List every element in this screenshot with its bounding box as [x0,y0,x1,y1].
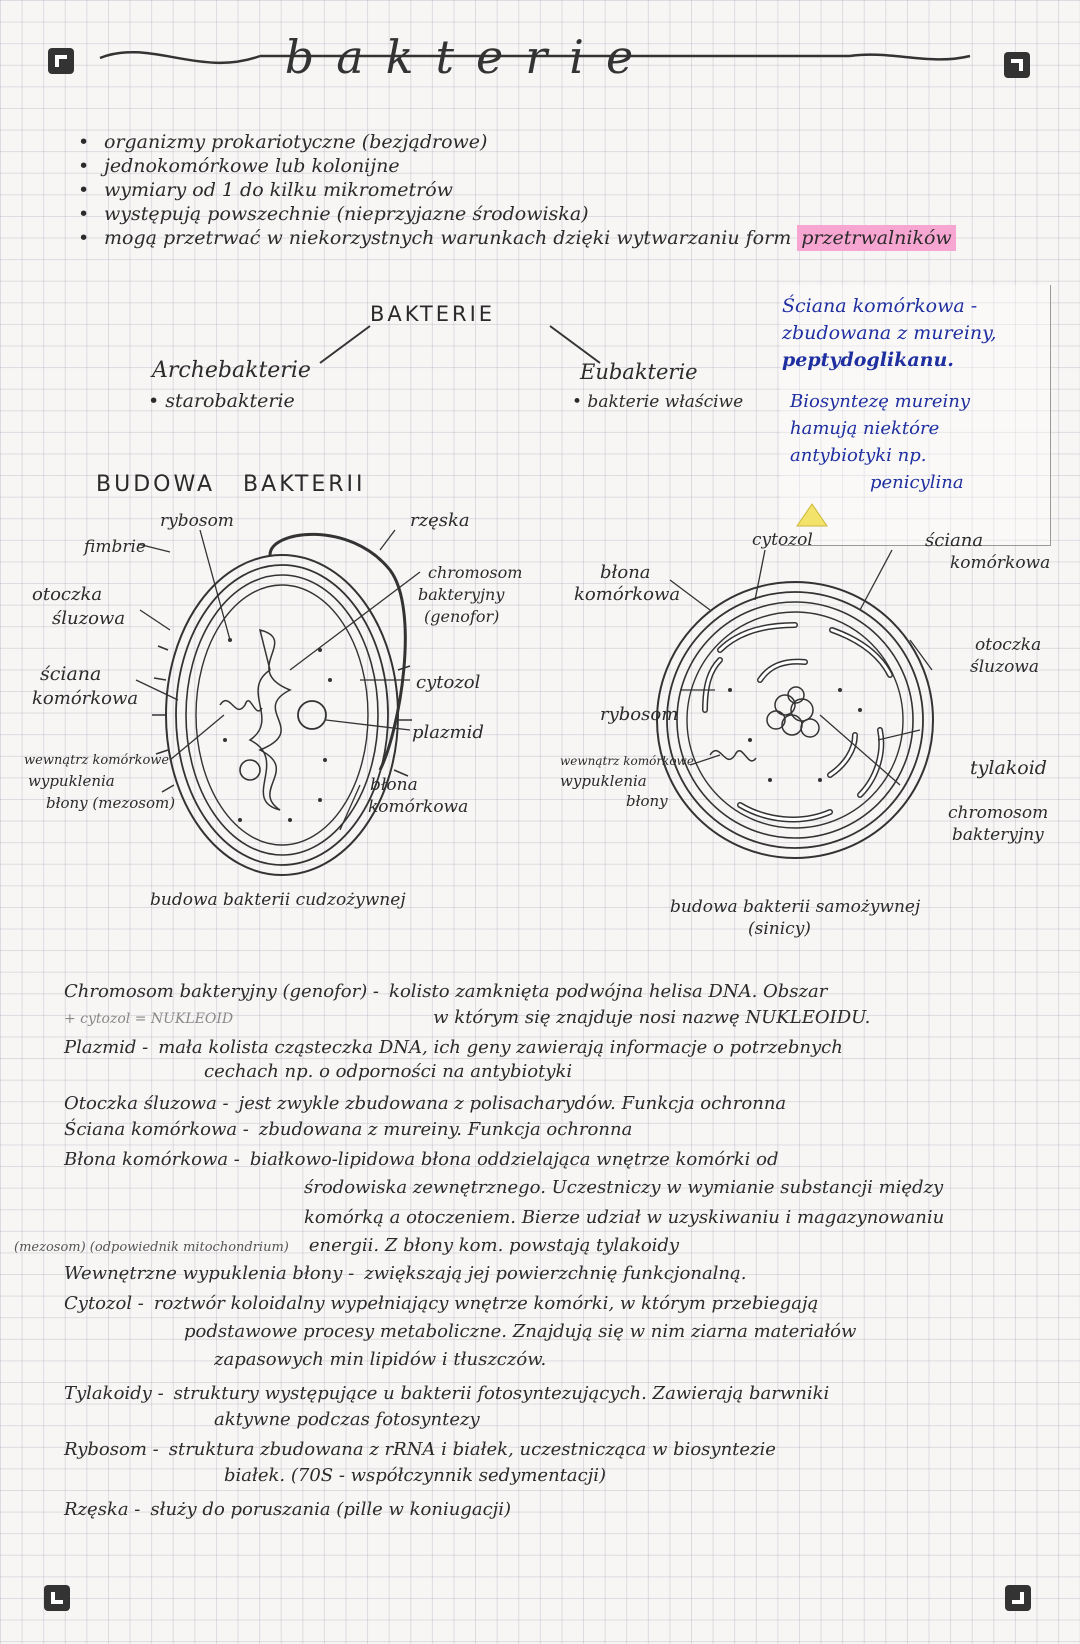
note-line: Ściana komórkowa - [782,295,978,317]
corner-mark-top-right [1004,52,1030,78]
definition-term: + cytozol = NUKLEOID [64,1011,234,1027]
note-line: antybiotyki np. [790,445,927,466]
note-line: zbudowana z mureiny, [782,322,997,344]
label-fimbrie: fimbrie [84,537,146,557]
intro-bullet: • organizmy prokariotyczne (bezjądrowe) [70,130,1060,154]
corner-mark-bottom-right [1005,1585,1031,1611]
definition-text: kolisto zamknięta podwójna helisa DNA. Obszar [389,981,828,1002]
definition-row [64,1118,1054,1142]
label-tylakoid: tylakoid [970,757,1047,779]
definition-row [64,1148,1054,1172]
definition-row [14,1234,1054,1260]
label-sciana-right: ściana [925,530,984,551]
label-rzeska: rzęska [410,510,470,531]
diagram-heterotroph [20,510,580,920]
definition-term: Tylakoidy - [64,1383,164,1404]
intro-bullet [70,226,1060,250]
definition-text: zapasowych min lipidów i tłuszczów. [214,1349,547,1370]
definition-text: roztwór koloidalny wypełniający wnętrze komórki, w którym przebiegają [153,1293,819,1314]
page-title: bakterie [284,30,656,84]
label-chromosom-right: chromosom [948,803,1049,823]
label-chromosom-3: (genofor) [424,607,500,626]
corner-mark-top-left [48,48,74,74]
label-rybosom-right: rybosom [600,704,679,725]
definition-term: Błona komórkowa - [64,1149,240,1170]
caption-autotroph-2: (sinicy) [748,919,811,939]
definition-text: białkowo-lipidowa błona oddzielająca wnętrze komórki od [249,1149,779,1170]
label-blona-right: błona [600,562,651,583]
definition-row [64,1262,1054,1286]
label-cytozol: cytozol [416,672,481,693]
definition-row [64,1464,1054,1488]
eubakterie-label: Eubakterie [580,360,698,384]
highlight-marker: przetrwalników [797,225,955,251]
label-mezosom-3: błony (mezosom) [46,794,176,812]
definition-term: Ściana komórkowa - [64,1119,249,1140]
definition-text: mała kolista cząsteczka DNA, ich geny zawierają informacje o potrzebnych [158,1037,843,1058]
diagram-autotroph [560,530,1070,940]
classification-root: BAKTERIE [370,302,496,326]
definition-text: struktury występujące u bakterii fotosyntezujących. Zawierają barwniki [173,1383,830,1404]
label-mezosom-2: wypuklenia [28,772,115,790]
definition-text: jest zwykle zbudowana z polisacharydów. Funkcja ochronna [238,1093,787,1114]
warning-icon [795,502,829,528]
definition-term: Chromosom bakteryjny (genofor) - [64,981,380,1002]
definition-term: Otoczka śluzowa - [64,1093,229,1114]
label-blona-right-2: komórkowa [574,584,681,605]
definition-row [64,980,1054,1004]
label-otoczka-2: śluzowa [52,608,126,629]
note-line: penicylina [870,472,964,493]
intro-bullet: • jednokomórkowe lub kolonijne [70,154,1060,178]
label-plazmid: plazmid [412,722,484,743]
label-otoczka: otoczka [32,584,103,605]
archebakterie-sub: • starobakterie [148,390,295,412]
label-sciana-2: komórkowa [32,688,139,709]
label-blona: błona [370,775,418,795]
intro-bullet-text: mogą przetrwać w niekorzystnych warunkach dzięki wytwarzaniu form [104,227,798,249]
definition-text: w którym się znajduje nosi nazwę NUKLEOIDU. [433,1007,871,1028]
label-mezosom-right-3: błony [626,792,668,810]
definition-text: energii. Z błony kom. powstają tylakoidy [308,1235,680,1256]
definition-text: struktura zbudowana z rRNA i białek, uczestnicząca w biosyntezie [168,1439,776,1460]
note-line: hamują niektóre [790,418,940,439]
definition-row [64,1092,1054,1116]
definition-text: białek. (70S - współczynnik sedymentacji) [224,1465,607,1486]
caption-autotroph: budowa bakterii samożywnej [670,897,921,917]
intro-list [70,130,1060,250]
corner-mark-bottom-left [44,1585,70,1611]
eubakterie-sub: • bakterie właściwe [572,392,744,412]
definition-text: zwiększają jej powierzchnię funkcjonalną. [364,1263,747,1284]
label-mezosom-right-2: wypuklenia [560,772,647,790]
definition-row [64,1036,1054,1060]
label-sciana-right-2: komórkowa [950,553,1051,573]
definition-term: Plazmid - [64,1037,149,1058]
label-chromosom-right-2: bakteryjny [952,825,1044,845]
archebakterie-label: Archebakterie [152,358,311,383]
intro-bullet: • występują powszechnie (nieprzyjazne środowiska) [70,202,1060,226]
definition-term: Wewnętrzne wypuklenia błony - [64,1263,355,1284]
definition-row [64,1060,1054,1084]
definition-row [64,1006,1054,1031]
label-chromosom: chromosom [428,563,523,582]
definition-term: (mezosom) (odpowiednik mitochondrium) [14,1240,289,1255]
label-mezosom: wewnątrz komórkowe [24,753,170,768]
section-title: BUDOWA BAKTERII [96,472,366,497]
definition-text: zbudowana z mureiny. Funkcja ochronna [258,1119,633,1140]
definition-text: aktywne podczas fotosyntezy [214,1409,480,1430]
definition-row [64,1438,1054,1462]
label-mezosom-right: wewnątrz komórkowe [560,754,694,768]
label-cytozol-right: cytozol [752,530,813,550]
definition-row [64,1176,1054,1200]
definition-row [64,1348,1054,1372]
definition-row [64,1382,1054,1406]
label-blona-2: komórkowa [368,797,469,817]
definition-term: Cytozol - [64,1293,144,1314]
label-rybosom: rybosom [160,511,234,531]
definition-row [64,1320,1054,1344]
definition-text: służy do poruszania (pille w koniugacji) [150,1499,512,1520]
definition-text: cechach np. o odporności na antybiotyki [204,1061,573,1082]
definition-row [64,1206,1054,1230]
definition-row [64,1498,1054,1522]
definition-row [64,1408,1054,1432]
definition-text: środowiska zewnętrznego. Uczestniczy w wymianie substancji między [304,1177,944,1198]
caption-heterotroph: budowa bakterii cudzożywnej [150,890,406,910]
definition-row [64,1292,1054,1316]
label-chromosom-2: bakteryjny [418,585,505,604]
label-otoczka-right-2: śluzowa [970,657,1039,677]
note-line: Biosyntezę mureiny [790,391,970,412]
label-otoczka-right: otoczka [975,635,1042,655]
note-line: peptydoglikanu. [782,349,954,371]
intro-bullet: • wymiary od 1 do kilku mikrometrów [70,178,1060,202]
definition-term: Rybosom - [64,1439,159,1460]
definition-text: podstawowe procesy metaboliczne. Znajdują się w nim ziarna materiałów [184,1321,857,1342]
label-sciana: ściana [40,663,102,685]
definition-term: Rzęska - [64,1499,141,1520]
definition-text: komórką a otoczeniem. Bierze udział w uzyskiwaniu i magazynowaniu [304,1207,945,1228]
